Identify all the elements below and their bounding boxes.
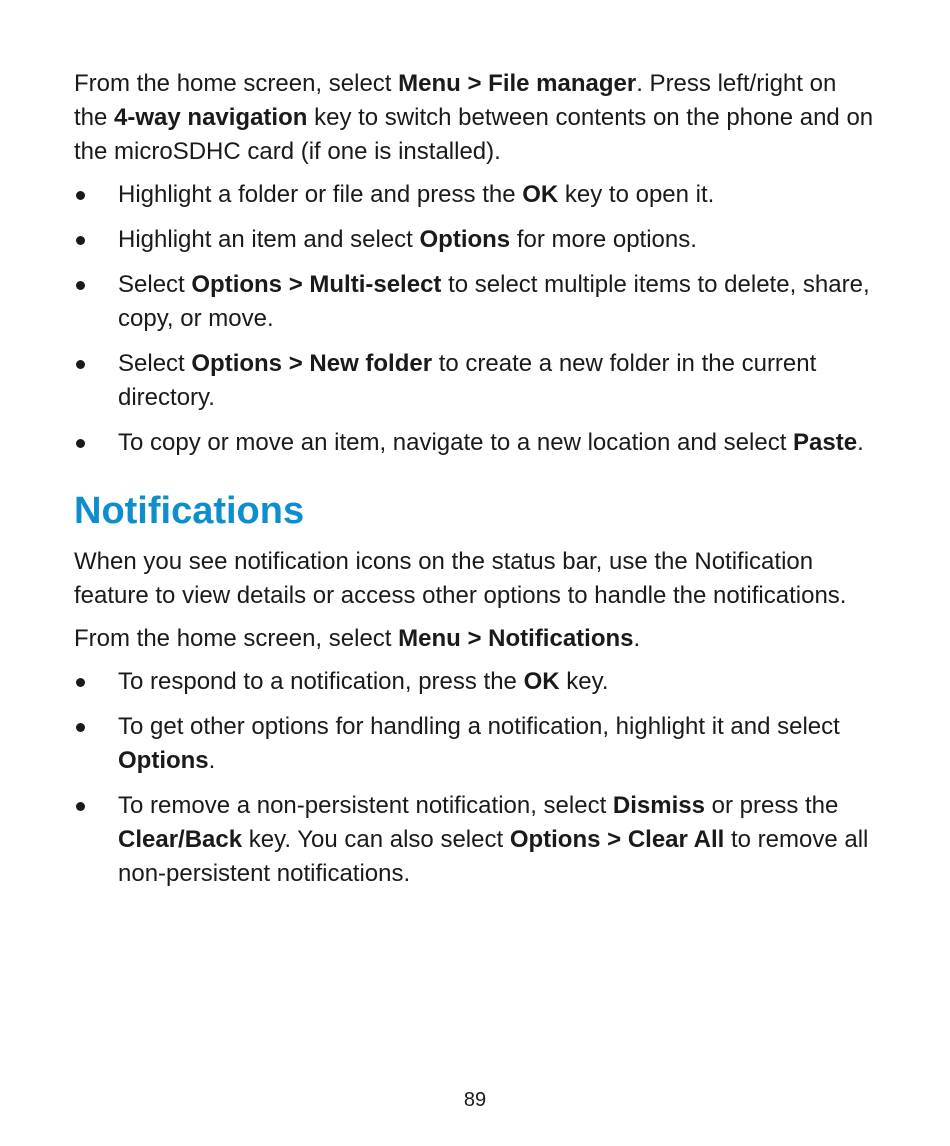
text-run: .: [633, 625, 641, 652]
text-run: .: [208, 747, 216, 774]
text-run: To remove a non-persistent notification, select: [118, 792, 613, 819]
bold-run: Menu > Notifications: [398, 625, 634, 652]
text-run: to create a new folder in the current directory.: [118, 350, 817, 411]
text-run: .: [857, 429, 864, 456]
text-run: to select multiple items to delete, share, copy, or move.: [118, 271, 870, 332]
text-run: key.: [559, 668, 609, 695]
bold-run: Clear/Back: [118, 826, 243, 853]
bullet-icon: [76, 360, 85, 369]
text-run: for more options.: [510, 226, 697, 253]
bullet-icon: [76, 191, 85, 200]
text-run: To get other options for handling a notification, highlight it and select: [118, 713, 840, 740]
list-item: [74, 268, 874, 336]
bold-run: Menu > File manager: [398, 70, 637, 97]
text-run: to remove all non-persistent notifications.: [118, 826, 869, 887]
bullet-icon: [76, 236, 85, 245]
bold-run: OK: [523, 668, 560, 695]
list-item: [74, 347, 874, 415]
list-item: [74, 426, 874, 460]
text-run: . Press left/right on the: [74, 70, 837, 131]
page-number: 89: [463, 1089, 487, 1111]
section-heading-notifications: Notifications: [74, 490, 305, 532]
bold-run: Options > Clear All: [509, 826, 725, 853]
notifications-bullet-list: [74, 665, 874, 891]
notifications-description: When you see notification icons on the status bar, use the Notification feature to view details or access other options to handle the notifications.: [74, 548, 847, 609]
bold-run: Dismiss: [612, 792, 705, 819]
bullet-icon: [76, 281, 85, 290]
text-run: or press the: [704, 792, 839, 819]
bullet-icon: [76, 802, 85, 811]
text-run: From the home screen, select: [74, 70, 399, 97]
bullet-icon: [76, 678, 85, 687]
text-run: Highlight a folder or file and press the: [118, 181, 523, 208]
bold-run: Paste: [793, 429, 858, 456]
bold-run: 4-way navigation: [114, 104, 308, 131]
bold-run: OK: [522, 181, 559, 208]
text-run: Select: [118, 271, 192, 298]
notifications-instruction: [74, 622, 874, 656]
list-item: [74, 223, 874, 257]
text-run: key to switch between contents on the phone and on the microSDHC card (if one is installed).: [74, 104, 874, 165]
bold-run: Options: [419, 226, 511, 253]
bold-run: Options > Multi-select: [191, 271, 442, 298]
list-item: [74, 710, 874, 778]
list-item: [74, 789, 874, 891]
file-manager-intro: [74, 67, 874, 169]
list-item: [74, 665, 874, 699]
bold-run: Options > New folder: [191, 350, 433, 377]
text-run: To respond to a notification, press the: [118, 668, 524, 695]
text-run: Highlight an item and select: [118, 226, 420, 253]
text-run: Select: [118, 350, 192, 377]
text-run: From the home screen, select: [74, 625, 399, 652]
text-run: key. You can also select: [242, 826, 510, 853]
bullet-icon: [76, 723, 85, 732]
text-run: key to open it.: [558, 181, 715, 208]
bold-run: Options: [118, 747, 209, 774]
document-page: [74, 67, 874, 902]
file-manager-bullet-list: [74, 178, 874, 460]
bullet-icon: [76, 439, 85, 448]
list-item: [74, 178, 874, 212]
text-run: To copy or move an item, navigate to a new location and select: [118, 429, 794, 456]
